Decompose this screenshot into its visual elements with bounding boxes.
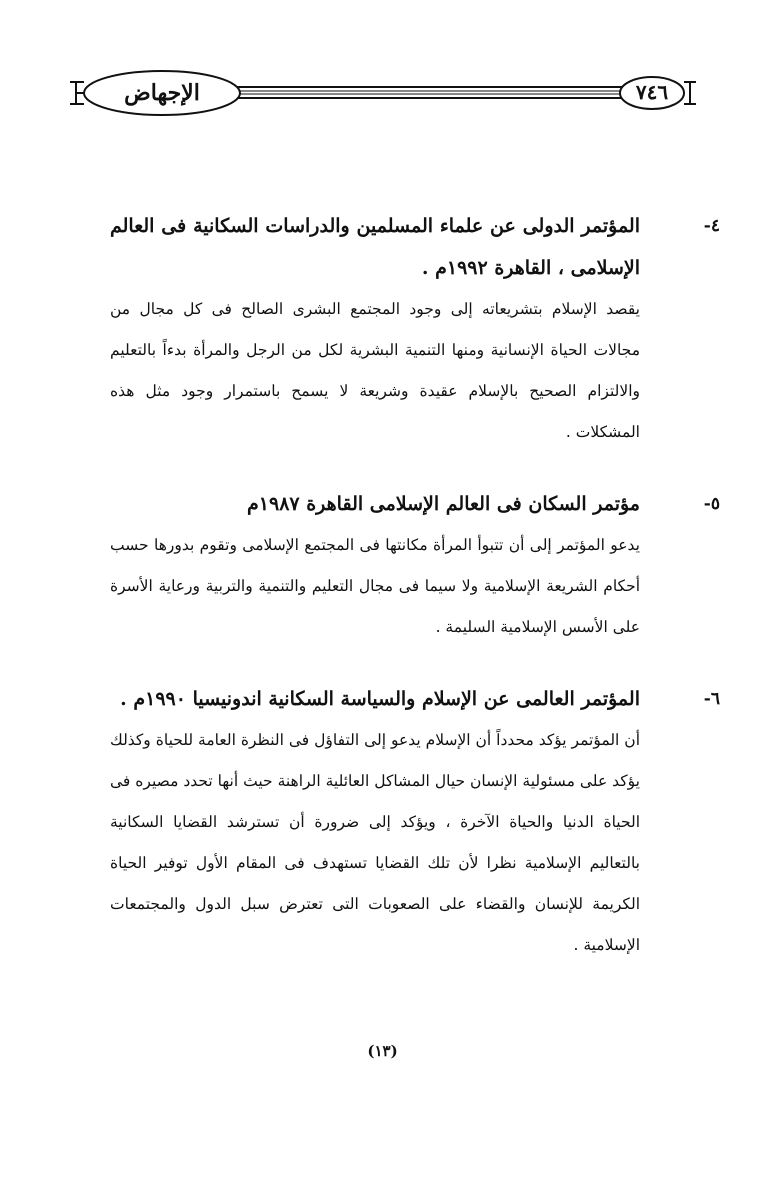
footer-page-ref: (١٣): [367, 1042, 398, 1060]
section-title: المؤتمر العالمى عن الإسلام والسياسة السكانية اندونيسيا ١٩٩٠م .: [120, 688, 640, 710]
section-title: مؤتمر السكان فى العالم الإسلامى القاهرة ١٩٨٧م: [247, 493, 640, 515]
page-number: ٧٤٦: [635, 80, 669, 104]
section-number: ٦-: [703, 689, 720, 709]
section-body: أن المؤتمر يؤكد محدداً أن الإسلام يدعو إلى التفاؤل فى النظرة العامة للحياة وكذلك يؤكد على مسئولية الإنسان حيال المشاكل العائلية الراهنة حيث أنها تحدد مصيره فى الحياة الدنيا والحياة الآخرة ، ويؤكد إلى ضرورة أن تسترشد القضايا السكانية بالتعاليم الإسلامية نظرا لأن تلك القضايا تستهدف فى المقام الأول توفير الحياة الكريمة للإنسان والقضاء على الصعوبات التى تعترض سبل الدول والمجتمعات الإسلامية .: [110, 731, 640, 954]
section-title: المؤتمر الدولى عن علماء المسلمين والدراسات السكانية فى العالم الإسلامى ، القاهرة ١٩٩٢م .: [110, 215, 640, 279]
section-number: ٥-: [703, 494, 720, 514]
section-5: [110, 483, 720, 648]
section-number: ٤-: [703, 216, 720, 236]
section-4: [110, 205, 720, 453]
section-6: [110, 678, 720, 966]
page-content: [110, 205, 720, 966]
page-header: [0, 60, 765, 130]
section-body: يقصد الإسلام بتشريعاته إلى وجود المجتمع البشرى الصالح فى كل مجال من مجالات الحياة الإنسانية ومنها التنمية البشرية لكل من الرجل والمرأة بدءاً بالتعليم والالتزام الصحيح بالإسلام عقيدة وشريعة لا يسمح باستمرار وجود مثل هذه المشكلات .: [110, 300, 640, 441]
section-body: يدعو المؤتمر إلى أن تتبوأ المرأة مكانتها فى المجتمع الإسلامى وتقوم بدورها حسب أحكام الشريعة الإسلامية ولا سيما فى مجال التعليم والتنمية والتربية ورعاية الأسرة على الأسس الإسلامية السليمة .: [110, 536, 640, 636]
chapter-title: الإجهاض: [124, 80, 200, 106]
